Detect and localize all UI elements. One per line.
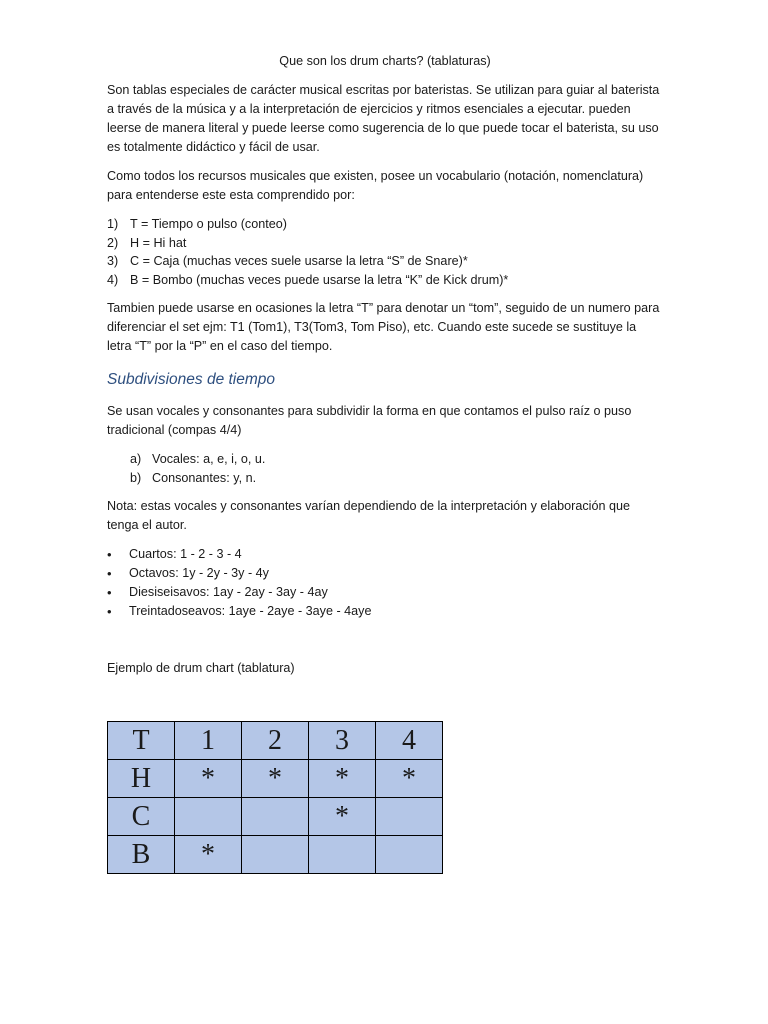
list-marker: b)	[130, 470, 142, 485]
document-page	[107, 52, 663, 688]
list-item	[107, 564, 663, 583]
list-item-text: Treintadoseavos: 1aye - 2aye - 3aye - 4aye	[129, 604, 372, 618]
table-cell	[376, 836, 443, 874]
note-paragraph: Nota: estas vocales y consonantes varían dependiendo de la interpretación y elaboración que tenga el autor.	[107, 499, 630, 532]
list-item-text: Cuartos: 1 - 2 - 3 - 4	[129, 547, 242, 561]
table-row	[108, 760, 443, 798]
table-cell: *	[175, 836, 242, 874]
table-cell: *	[175, 760, 242, 798]
bullet-icon: •	[107, 566, 112, 581]
table-cell: H	[108, 760, 175, 798]
list-marker: 4)	[107, 272, 119, 287]
table-cell: C	[108, 798, 175, 836]
table-row	[108, 836, 443, 874]
list-item	[107, 271, 663, 290]
list-item-text: B = Bombo (muchas veces puede usarse la letra “K” de Kick drum)*	[130, 272, 509, 287]
table-row	[108, 798, 443, 836]
bullet-icon: •	[107, 604, 112, 619]
list-item-text: Vocales: a, e, i, o, u.	[152, 452, 266, 466]
list-marker: 2)	[107, 235, 119, 250]
list-item	[107, 583, 663, 602]
list-marker: 1)	[107, 217, 119, 231]
list-item-text: Octavos: 1y - 2y - 3y - 4y	[129, 566, 269, 580]
table-cell	[242, 836, 309, 874]
subdivisions-heading: Subdivisiones de tiempo	[107, 371, 276, 388]
bullet-icon: •	[107, 547, 112, 562]
list-item	[107, 602, 663, 621]
list-item	[107, 545, 663, 564]
vocab-paragraph: Como todos los recursos musicales que existen, posee un vocabulario (notación, nomenclatura) para entenderse este esta comprendido por:	[107, 169, 644, 202]
intro-paragraph: Son tablas especiales de carácter musical escritas por bateristas. Se utilizan para guiar al baterista a través de la música y a la interpretación de ejercicios y ritmos esenciales a ejecutar. pueden leerse de manera literal y puede leerse como sugerencia de lo que puede tocar el baterista, su uso es totalmente didáctico y fácil de usar.	[107, 83, 660, 154]
table-cell: *	[309, 798, 376, 836]
list-item	[107, 252, 663, 271]
table-cell	[309, 836, 376, 874]
vocab-list	[107, 215, 663, 289]
letters-list	[107, 450, 663, 487]
example-label: Ejemplo de drum chart (tablatura)	[107, 661, 295, 675]
drum-chart-table	[107, 721, 443, 874]
tom-paragraph: Tambien puede usarse en ocasiones la letra “T” para denotar un “tom”, seguido de un numero para diferenciar el set ejm: T1 (Tom1), T3(Tom3, Tom Piso), etc. Cuando este sucede se sustituye la letra “T” por la “P” en el caso del tiempo.	[107, 301, 660, 353]
list-item-text: Consonantes: y, n.	[152, 470, 257, 485]
table-cell: 4	[376, 722, 443, 760]
table-cell: *	[376, 760, 443, 798]
table-row	[108, 722, 443, 760]
list-item-text: T = Tiempo o pulso (conteo)	[130, 217, 287, 231]
list-item-text: C = Caja (muchas veces suele usarse la letra “S” de Snare)*	[130, 254, 468, 268]
counts-list	[107, 545, 663, 621]
list-item	[130, 450, 663, 469]
list-item	[130, 469, 663, 488]
list-marker: a)	[130, 452, 142, 466]
list-item-text: H = Hi hat	[130, 235, 187, 250]
list-item	[107, 234, 663, 253]
table-cell	[175, 798, 242, 836]
table-cell: *	[242, 760, 309, 798]
table-cell: 3	[309, 722, 376, 760]
table-cell	[376, 798, 443, 836]
list-marker: 3)	[107, 254, 119, 268]
bullet-icon: •	[107, 585, 112, 600]
table-cell: 1	[175, 722, 242, 760]
page-title: Que son los drum charts? (tablaturas)	[279, 54, 491, 68]
table-cell: B	[108, 836, 175, 874]
list-item-text: Diesiseisavos: 1ay - 2ay - 3ay - 4ay	[129, 585, 328, 599]
table-cell: 2	[242, 722, 309, 760]
subdivisions-paragraph: Se usan vocales y consonantes para subdividir la forma en que contamos el pulso raíz o puso tradicional (compas 4/4)	[107, 404, 632, 437]
table-cell: T	[108, 722, 175, 760]
table-cell	[242, 798, 309, 836]
table-cell: *	[309, 760, 376, 798]
list-item	[107, 215, 663, 234]
